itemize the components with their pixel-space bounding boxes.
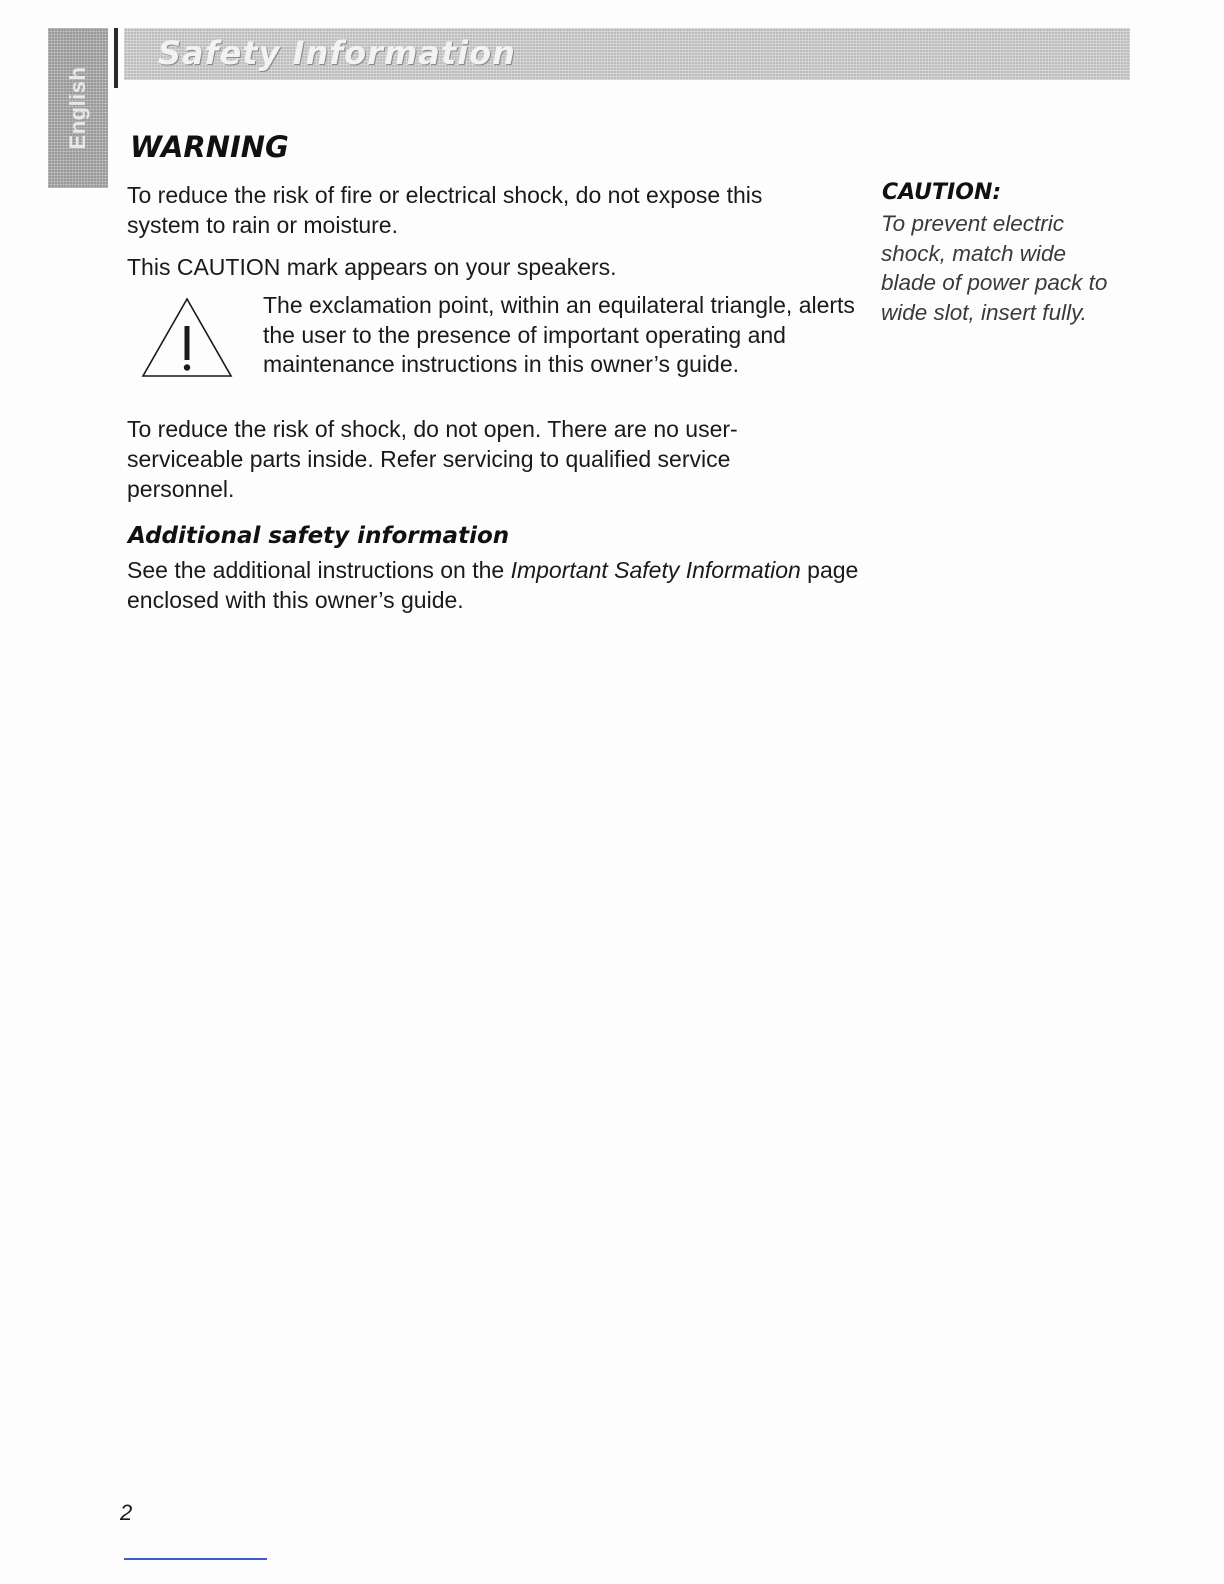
language-tab-label: English — [65, 66, 90, 150]
section-title: Safety Information — [158, 34, 516, 72]
important-safety-reference: Important Safety Information — [510, 557, 801, 583]
additional-safety-heading: Additional safety information — [128, 523, 510, 549]
additional-text-start: See the additional instructions on the — [127, 557, 511, 583]
triangle-explanation: The exclamation point, within an equilateral triangle, alerts the user to the presence of important operating and maintenance instructions in this owner’s guide. — [263, 292, 855, 377]
warning-triangle-icon — [140, 296, 234, 380]
warning-paragraph-fire: To reduce the risk of fire or electrical shock, do not expose this system to rain or moisture. — [127, 182, 763, 238]
caution-mark-paragraph: This CAUTION mark appears on your speakers. — [127, 254, 617, 280]
tab-divider — [114, 28, 118, 88]
warning-paragraph-shock: To reduce the risk of shock, do not open. There are no user-serviceable parts inside. Refer servicing to qualified service personnel. — [127, 416, 738, 502]
language-tab — [48, 28, 108, 188]
page-number: 2 — [120, 1500, 133, 1525]
warning-heading: WARNING — [130, 130, 289, 164]
additional-safety-paragraph — [127, 555, 867, 615]
caution-heading: CAUTION: — [882, 180, 1002, 205]
footer-rule — [124, 1558, 267, 1560]
additional-text-end: page enclosed with this owner’s guide. — [127, 557, 859, 613]
caution-text: To prevent electric shock, match wide blade of power pack to wide slot, insert fully. — [881, 211, 1108, 325]
section-header — [124, 28, 1130, 80]
